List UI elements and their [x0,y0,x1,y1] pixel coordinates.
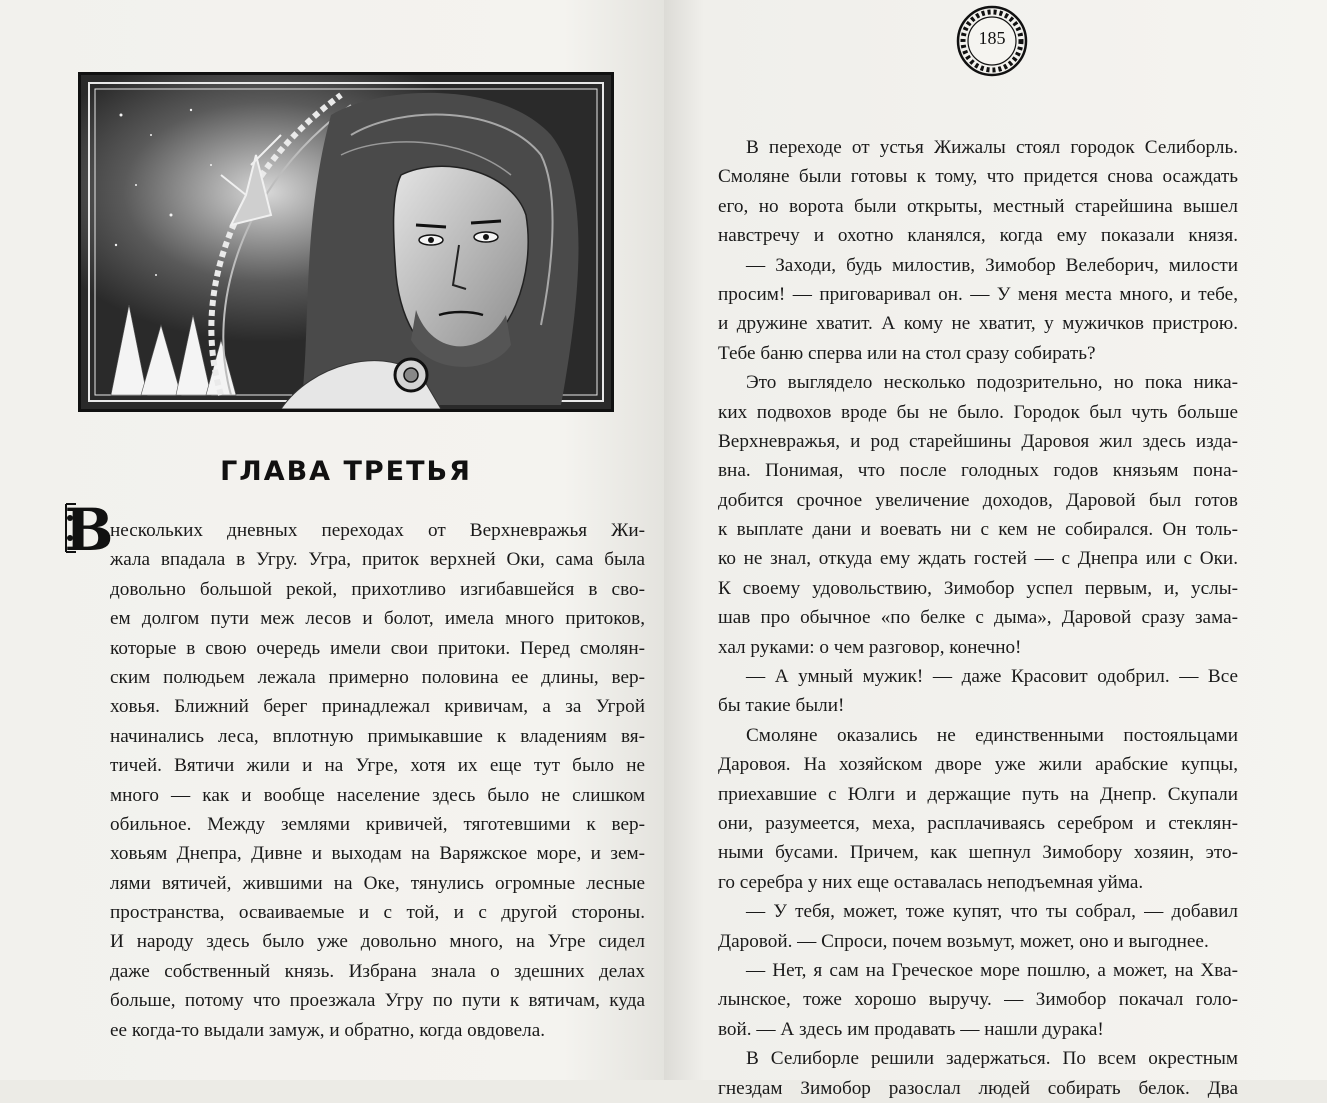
text-line: лынское, тоже хорошо выручу. — Зимобор покачал голо- [718,989,1238,1011]
illustration-art [81,75,611,409]
text-line: гнездам Зимобор разослал людей собирать белок. Два [718,1077,1238,1099]
text-line: вой. — А здесь им продавать — нашли дурака! [718,1018,1104,1040]
text-line: они, разумеется, меха, расплачиваясь серебром и стеклян- [718,812,1238,834]
text-line: просим! — приговаривал он. — У меня места много, и тебе, [718,283,1238,305]
text-line: ких подвохов вроде бы не было. Городок был чуть больше [718,401,1238,423]
text-line: которые в свою очередь имели свои притоки. Перед смолян- [110,637,645,659]
text-line: ем долгом пути меж лесов и болот, имела много притоков, [110,608,645,630]
text-line: И народу здесь было уже довольно много, на Угре сидел [110,931,645,953]
text-line: Это выглядело несколько подозрительно, но пока ника- [746,372,1238,394]
text-line: приехавшие с Юлги и держащие путь на Днепр. Скупали [718,783,1238,805]
text-line: В Селиборле решили задержаться. По всем окрестным [746,1048,1238,1070]
text-line: ными бусами. Причем, как шепнул Зимобору хозяин, это- [718,842,1238,864]
text-line: лями вятичей, жившими на Оке, тянулись огромные лесные [110,872,645,894]
left-page [0,0,664,1080]
text-line: много — как и вообще население здесь было не слишком [110,784,645,806]
text-line: ховья. Ближний берег принадлежал кривичам, а за Угрой [110,696,645,718]
text-line: тичей. Вятичи жили и на Угре, хотя их еще тут было не [110,755,645,777]
text-line: его, но ворота были открыты, местный старейшина вышел [718,195,1238,217]
text-line: нескольких дневных переходах от Верхневражья Жи- [110,520,645,541]
text-line: В переходе от устья Жижалы стоял городок Селиборль. [746,137,1238,158]
text-line: вна. Понимая, что после голодных годов князьям пона- [718,460,1238,482]
text-line: ховьям Днепра, Дивне и выходам на Варяжское море, и зем- [110,843,645,865]
text-line: даже собственный князь. Избрана знала о здешних делах [110,960,645,982]
text-line: пространства, осваиваемые и с той, и с другой стороны. [110,902,645,924]
text-line: бы такие были! [718,695,845,717]
text-line: ко не знал, откуда ему ждать гостей — с Днепра или с Оки. [718,548,1238,570]
right-body-text [718,133,1238,1103]
text-line: Тебе баню сперва или на стол сразу собирать? [718,342,1096,364]
text-line: обильное. Между землями кривичей, тяготевшими к вер- [110,813,645,835]
chapter-illustration [78,72,614,412]
text-line: довольно большой рекой, прихотливо изгибавшейся в сво- [110,578,645,600]
text-line: и дружине хватит. А кому не хватит, у мужичков пристрою. [718,313,1238,335]
text-line: ее когда-то выдали замуж, и обратно, когда овдовела. [110,1019,546,1041]
text-line: больше, потому что проезжала Угру по пути к вятичам, куда [110,990,645,1012]
chapter-title: ГЛАВА ТРЕТЬЯ [220,456,472,487]
text-line: Смоляне были готовы к тому, что придется снова осаждать [718,166,1238,188]
text-line: начинались леса, вплотную примыкавшие к владениям вя- [110,725,645,747]
text-line: шав про обычное «по белке с дыма», Даровой сразу зама- [718,607,1238,629]
page-number: 185 [978,28,1006,48]
text-line: Верхневражья, и род старейшины Даровоя жил здесь изда- [718,430,1238,452]
text-line: Даровоя. На хозяйском дворе уже жили арабские купцы, [718,754,1238,776]
text-line: жала впадала в Угру. Угра, приток верхней Оки, сама была [110,549,645,571]
text-line: Даровой. — Спроси, почем возьмут, может, оно и выгоднее. [718,930,1209,952]
text-line: — А умный мужик! — даже Красовит одобрил. — Все [746,666,1238,688]
text-line: го серебра у них еще оставалась неподъемная уйма. [718,871,1144,893]
text-line: К своему удовольствию, Зимобор успел первым, и, услы- [718,577,1238,599]
text-line: добится срочное увеличение доходов, Даровой был готов [718,489,1238,511]
text-line: — У тебя, может, тоже купят, что ты собрал, — добавил [746,901,1238,923]
text-line: к выплате дани и воевать ни с кем не собирался. Он толь- [718,519,1238,541]
left-body-text [110,516,645,1045]
text-line: хал руками: о чем разговор, конечно! [718,636,1022,658]
text-line: ским полюдьем лежала примерно половина ее длины, вер- [110,666,645,688]
drop-cap: В [64,496,114,564]
text-line: навстречу и охотно кланялся, когда ему показали князя. [718,225,1238,247]
text-line: — Нет, я сам на Греческое море пошлю, а может, на Хва- [746,959,1238,981]
text-line: — Заходи, будь милостив, Зимобор Велеборич, милости [746,254,1238,276]
text-line: Смоляне оказались не единственными постояльцами [746,724,1238,746]
